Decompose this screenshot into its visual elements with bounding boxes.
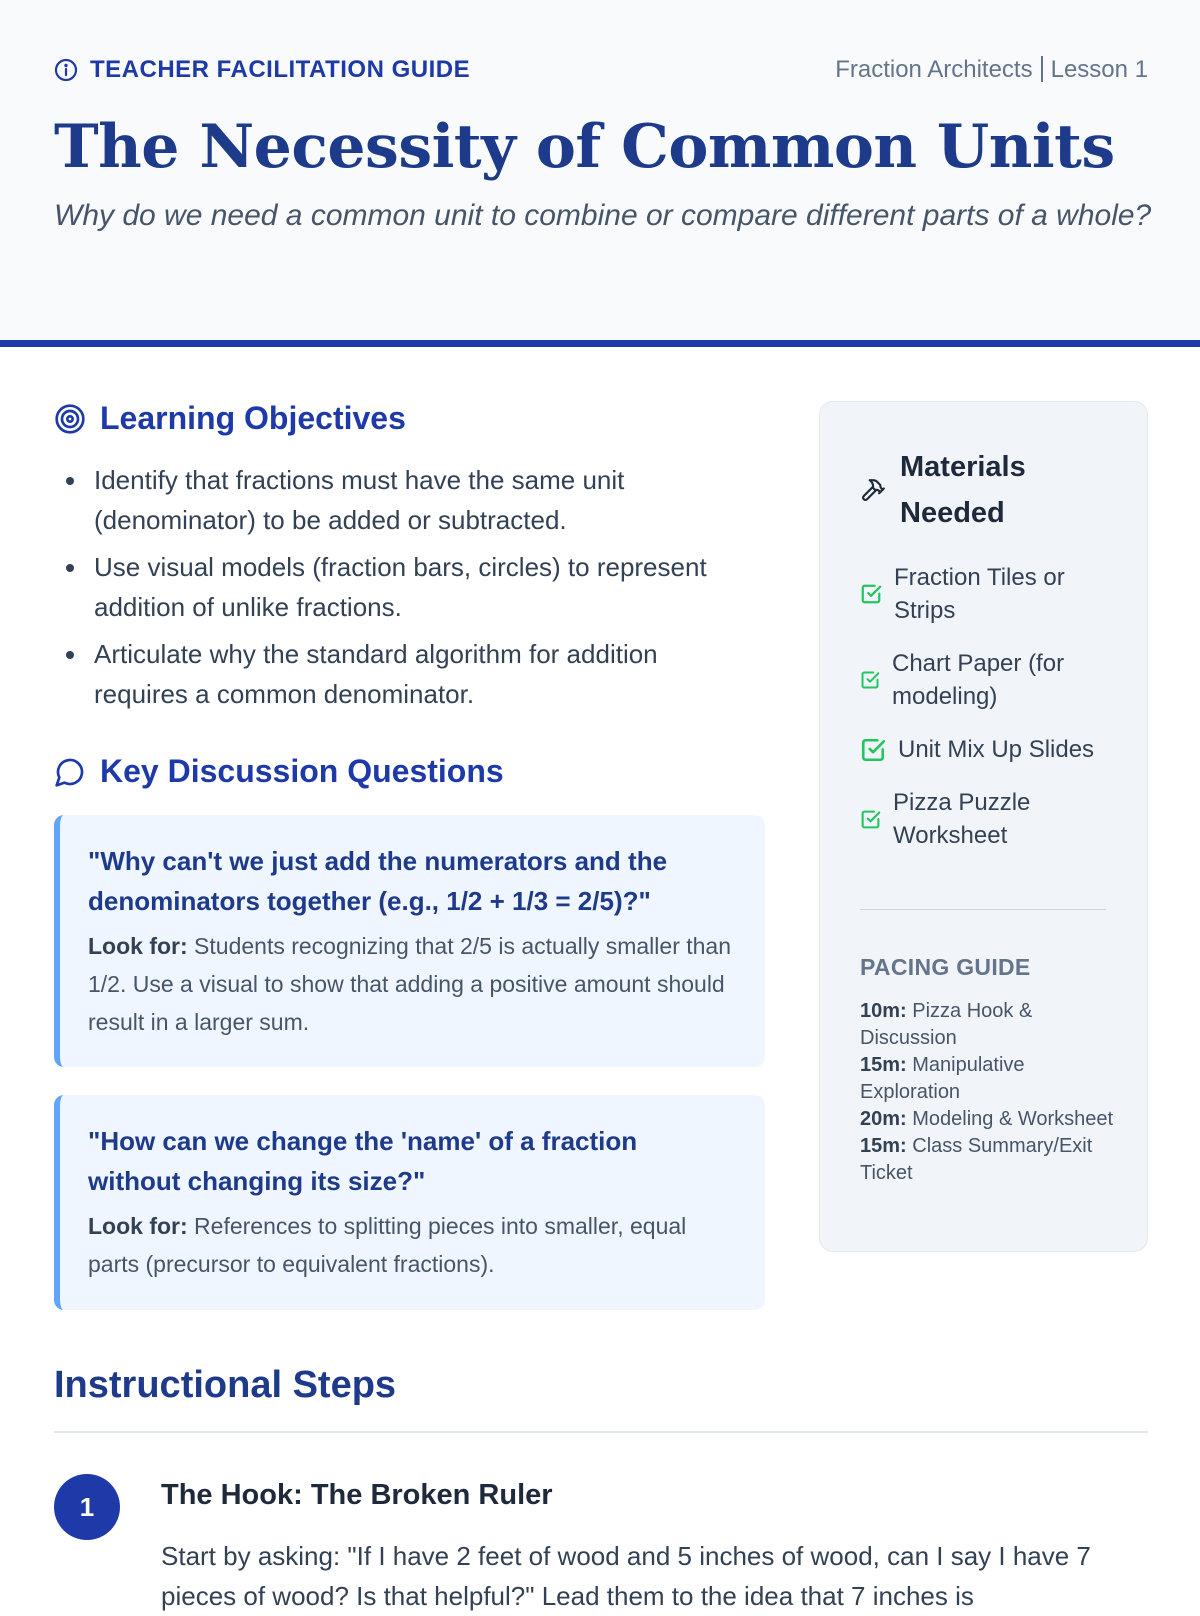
pacing-item — [860, 1133, 1120, 1187]
material-label: Fraction Tiles or Strips — [894, 564, 1065, 624]
pacing-activity: Pizza Hook & Discussion — [860, 1000, 1033, 1049]
pacing-activity: Manipulative Exploration — [860, 1054, 1025, 1103]
list-item: Use visual models (fraction bars, circles) to represent addition of unlike fractions. — [54, 547, 734, 627]
step-title: The Hook: The Broken Ruler — [161, 1479, 553, 1511]
objectives-heading-text: Learning Objectives — [100, 400, 406, 436]
lesson-number: Lesson 1 — [1050, 56, 1148, 83]
look-for-text — [88, 1207, 735, 1283]
material-label: Unit Mix Up Slides — [898, 736, 1095, 763]
look-for-body: Students recognizing that 2/5 is actually smaller than 1/2. Use a visual to show that adding a positive amount should result in a larger sum. — [88, 933, 732, 1035]
question-text: "How can we change the 'name' of a fraction without changing its size?" — [88, 1126, 638, 1196]
pacing-time: 20m: — [860, 1108, 907, 1130]
separator — [1041, 56, 1043, 82]
list-item — [860, 647, 1110, 713]
guide-label-text: TEACHER FACILITATION GUIDE — [90, 56, 471, 83]
materials-heading — [860, 444, 1070, 536]
hammer-icon — [860, 477, 886, 503]
pacing-time: 15m: — [860, 1135, 907, 1157]
list-item: Articulate why the standard algorithm for addition requires a common denominator. — [54, 634, 734, 714]
pacing-list — [860, 998, 1120, 1187]
list-item — [860, 786, 1110, 852]
materials-panel — [819, 401, 1148, 1252]
pacing-activity: Class Summary/Exit Ticket — [860, 1135, 1093, 1184]
target-icon — [54, 403, 86, 435]
pacing-item — [860, 1106, 1120, 1133]
pacing-time: 10m: — [860, 1000, 907, 1022]
pacing-item — [860, 1052, 1120, 1106]
question-card-1 — [54, 815, 765, 1067]
check-square-icon — [860, 583, 882, 605]
step-number-badge: 1 — [54, 1474, 120, 1540]
page-header — [0, 0, 1200, 347]
divider — [860, 909, 1106, 910]
questions-heading-text: Key Discussion Questions — [100, 753, 504, 789]
chat-bubble-icon — [54, 756, 86, 788]
questions-heading — [54, 753, 504, 790]
objectives-list — [54, 460, 734, 721]
guide-label — [54, 56, 470, 84]
steps-heading: Instructional Steps — [54, 1364, 397, 1406]
lesson-reference — [835, 56, 1148, 84]
materials-list — [860, 561, 1110, 872]
list-item — [860, 561, 1110, 627]
course-name: Fraction Architects — [835, 56, 1033, 83]
material-label: Pizza Puzzle Worksheet — [893, 789, 1031, 849]
pacing-item — [860, 998, 1120, 1052]
divider — [54, 1431, 1148, 1433]
pacing-time: 15m: — [860, 1054, 907, 1076]
list-item — [860, 733, 1110, 766]
check-square-icon — [860, 737, 886, 763]
look-for-label: Look for: — [88, 933, 188, 959]
page-subtitle: Why do we need a common unit to combine or compare different parts of a whole? — [54, 199, 1152, 232]
page-title: The Necessity of Common Units — [54, 112, 1115, 182]
info-icon — [54, 58, 78, 82]
pacing-activity: Modeling & Worksheet — [912, 1108, 1114, 1130]
objectives-heading — [54, 400, 406, 437]
check-square-icon — [860, 670, 880, 690]
look-for-body: References to splitting pieces into smaller, equal parts (precursor to equivalent fractions). — [88, 1213, 687, 1277]
question-text: "Why can't we just add the numerators and the denominators together (e.g., 1/2 + 1/3 = 2/5)?" — [88, 846, 668, 916]
question-card-2 — [54, 1095, 765, 1310]
step-text: Start by asking: "If I have 2 feet of wood and 5 inches of wood, can I say I have 7 pieces of wood? Is that helpful?" Lead them to the idea that 7 inches is — [161, 1541, 1091, 1611]
check-square-icon — [860, 809, 881, 830]
header-top-bar — [54, 56, 1148, 86]
look-for-text — [88, 927, 735, 1041]
materials-heading-text: Materials Needed — [900, 451, 1026, 529]
material-label: Chart Paper (for modeling) — [892, 650, 1065, 710]
list-item: Identify that fractions must have the same unit (denominator) to be added or subtracted. — [54, 460, 734, 540]
pacing-heading: PACING GUIDE — [860, 954, 1031, 980]
look-for-label: Look for: — [88, 1213, 188, 1239]
